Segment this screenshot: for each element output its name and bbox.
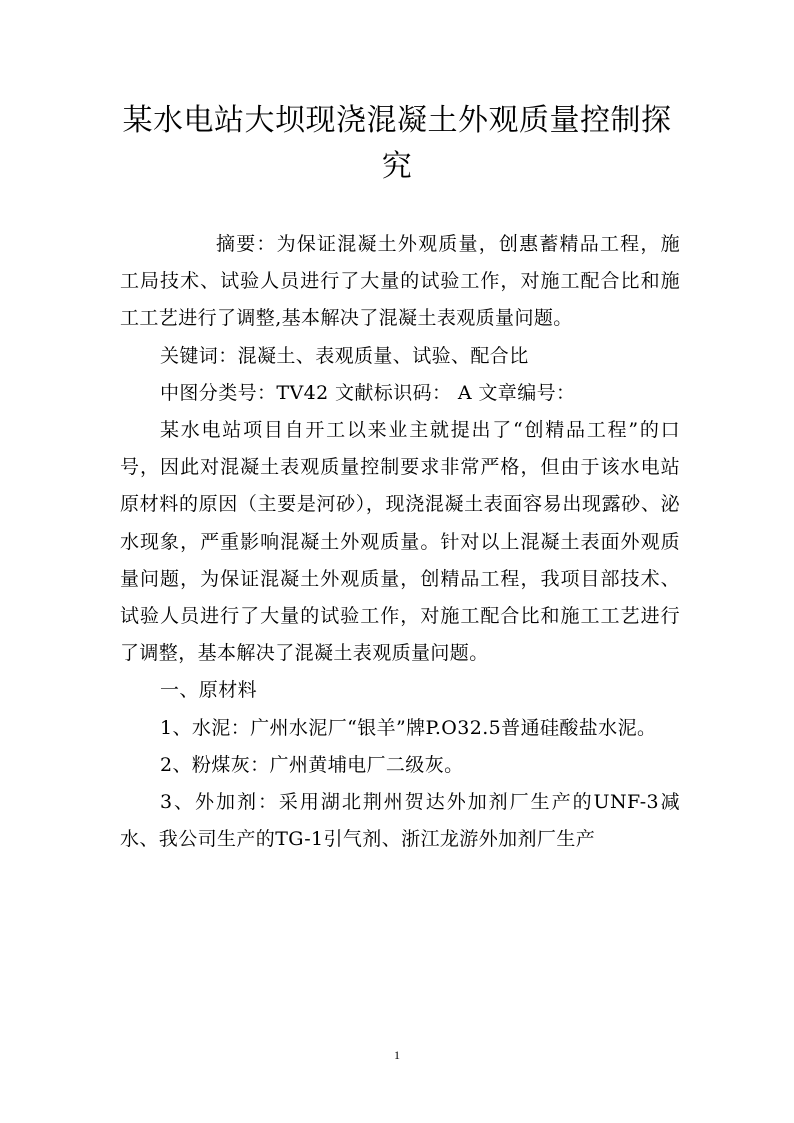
page-number: 1 <box>394 1048 400 1062</box>
document-title: 某水电站大坝现浇混凝土外观质量控制探究 <box>122 103 672 184</box>
document-body <box>120 226 680 858</box>
classification-line: 中图分类号：TV42 文献标识码： A 文章编号： <box>160 381 576 404</box>
section-heading-raw-materials: 一、原材料 <box>160 679 258 702</box>
list-item-cement: 1、水泥：广州水泥厂“银羊”牌P.O32.5普通硅酸盐水泥。 <box>160 716 657 739</box>
list-item-fly-ash: 2、粉煤灰：广州黄埔电厂二级灰。 <box>160 753 464 776</box>
intro-paragraph: 某水电站项目自开工以来业主就提出了“创精品工程”的口号，因此对混凝土表观质量控制要求非常严格，但由于该水电站原材料的原因（主要是河砂），现浇混凝土表面容易出现露砂、泌水现象，严重影响混凝土外观质量。针对以上混凝土表面外观质量问题，为保证混凝土外观质量，创精品工程，我项目部技术、试验人员进行了大量的试验工作，对施工配合比和施工工艺进行了调整，基本解决了混凝土表观质量问题。 <box>120 419 680 665</box>
abstract-paragraph: 摘要：为保证混凝土外观质量，创惠蓄精品工程，施工局技术、试验人员进行了大量的试验工作，对施工配合比和施工工艺进行了调整,基本解决了混凝土表观质量问题。 <box>120 233 680 330</box>
list-item-admixture: 3、外加剂：采用湖北荆州贺达外加剂厂生产的UNF-3减水、我公司生产的TG-1引气剂、浙江龙游外加剂厂生产 <box>120 791 680 851</box>
keywords-line: 关键词：混凝土、表观质量、试验、配合比 <box>160 344 529 367</box>
